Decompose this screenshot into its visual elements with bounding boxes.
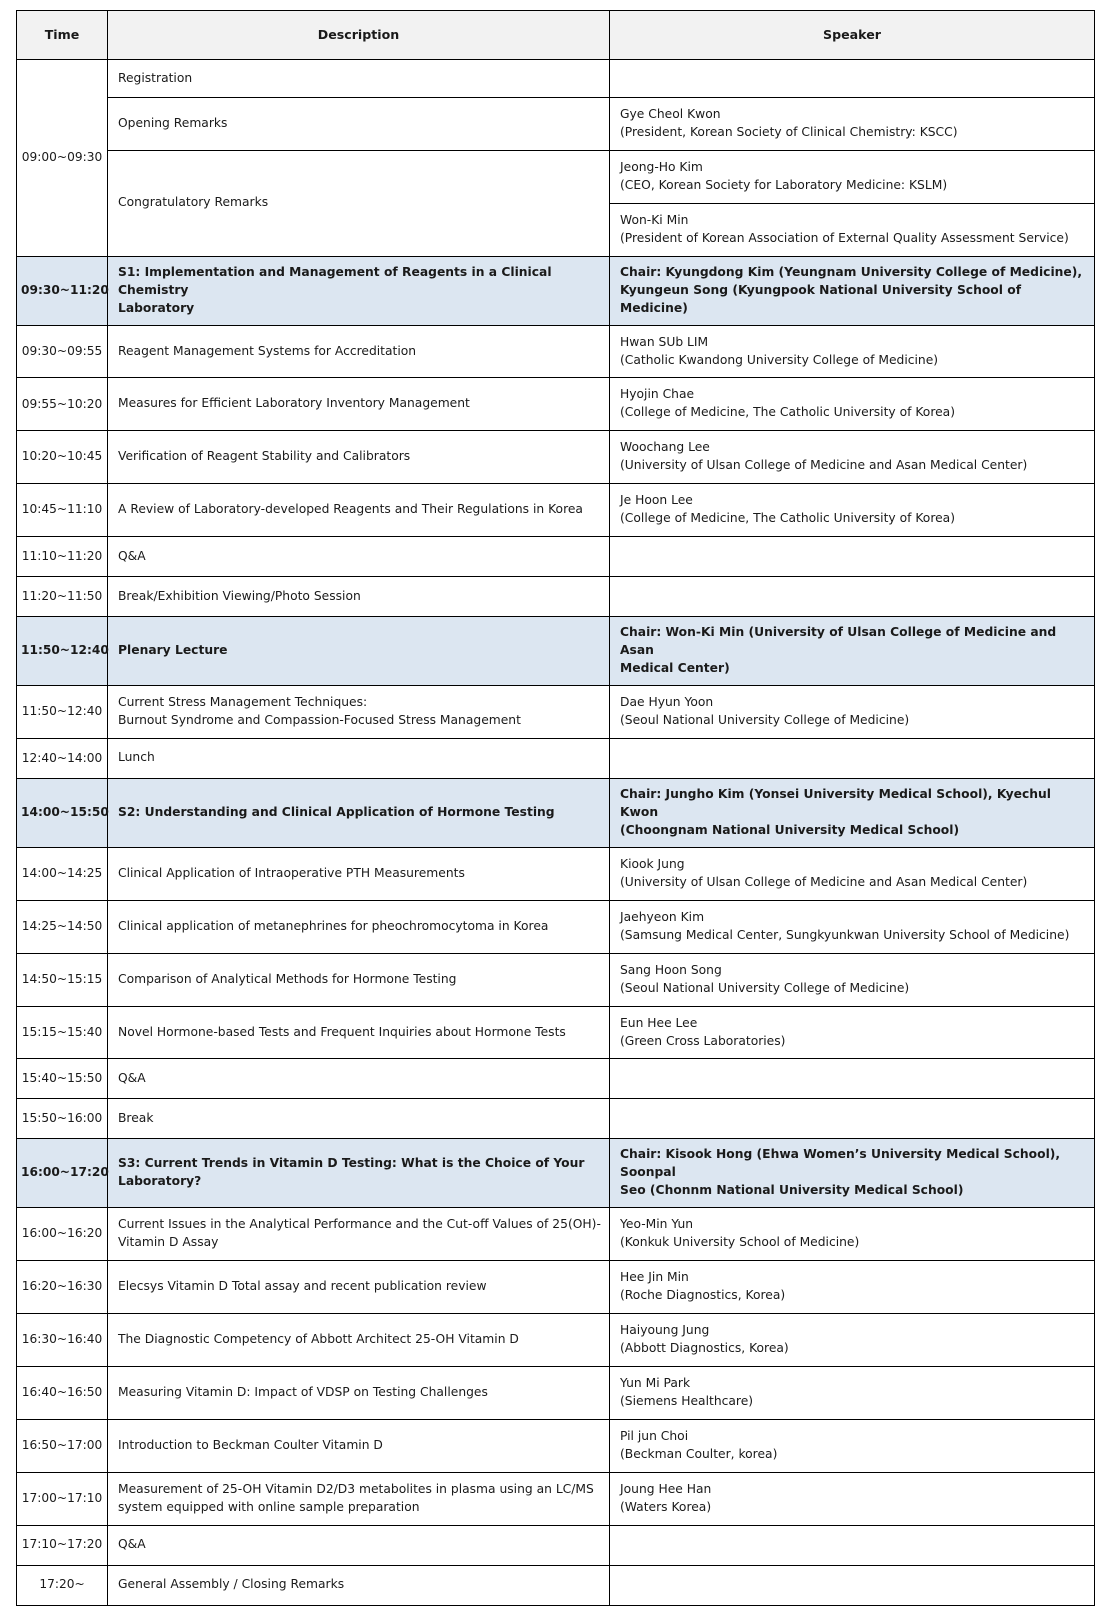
cell-speaker-line: (President, Korean Society of Clinical Chemistry: KSCC) (620, 124, 958, 139)
cell-time: 14:00~15:50 (17, 778, 108, 847)
cell-time: 15:40~15:50 (17, 1059, 108, 1099)
table-row (17, 1314, 1095, 1367)
cell-time: 16:30~16:40 (17, 1314, 108, 1367)
cell-description (108, 1314, 610, 1367)
cell-time: 16:50~17:00 (17, 1419, 108, 1472)
cell-speaker-line: (University of Ulsan College of Medicine and Asan Medical Center) (620, 874, 1028, 889)
cell-speaker-line: Hwan SUb LIM (620, 334, 709, 349)
cell-section-title-line: Plenary Lecture (118, 643, 228, 658)
cell-time: 14:25~14:50 (17, 900, 108, 953)
cell-speaker (610, 953, 1095, 1006)
cell-speaker-line: Woochang Lee (620, 440, 710, 455)
cell-speaker-line: Je Hoon Lee (620, 493, 693, 508)
cell-speaker-line: Hee Jin Min (620, 1270, 689, 1285)
cell-speaker-line: (College of Medicine, The Catholic University of Korea) (620, 511, 955, 526)
cell-section-chair (610, 256, 1095, 325)
table-row (17, 1367, 1095, 1420)
cell-time: 14:00~14:25 (17, 847, 108, 900)
table-row (17, 738, 1095, 778)
cell-description-line: Introduction to Beckman Coulter Vitamin D (118, 1437, 383, 1452)
cell-description (108, 1059, 610, 1099)
cell-speaker-line: (University of Ulsan College of Medicine and Asan Medical Center) (620, 458, 1028, 473)
cell-speaker (610, 1099, 1095, 1139)
cell-description-line: system equipped with online sample preparation (118, 1499, 420, 1514)
cell-description (108, 60, 610, 98)
table-row (17, 325, 1095, 378)
cell-description (108, 1419, 610, 1472)
cell-speaker (610, 686, 1095, 739)
table-body (17, 60, 1095, 1606)
table-row (17, 98, 1095, 151)
cell-speaker-line: (College of Medicine, The Catholic University of Korea) (620, 405, 955, 420)
cell-description (108, 686, 610, 739)
cell-speaker-line: (Beckman Coulter, korea) (620, 1446, 778, 1461)
cell-description-line: Elecsys Vitamin D Total assay and recent publication review (118, 1279, 487, 1294)
cell-time: 10:20~10:45 (17, 431, 108, 484)
cell-speaker-line: (Siemens Healthcare) (620, 1393, 754, 1408)
cell-speaker-line: Kiook Jung (620, 856, 685, 871)
cell-speaker (610, 738, 1095, 778)
table-row (17, 484, 1095, 537)
cell-description-line: Break/Exhibition Viewing/Photo Session (118, 588, 361, 603)
table-row (17, 150, 1095, 203)
section-header-row (17, 256, 1095, 325)
table-row (17, 1472, 1095, 1525)
cell-time: 09:00~09:30 (17, 60, 108, 257)
cell-speaker (610, 325, 1095, 378)
cell-description (108, 378, 610, 431)
cell-speaker-line: (President of Korean Association of External Quality Assessment Service) (620, 230, 1069, 245)
cell-description-line: General Assembly / Closing Remarks (118, 1577, 345, 1592)
cell-speaker (610, 98, 1095, 151)
cell-section-chair-line: Kyungeun Song (Kyungpook National University School of Medicine) (620, 282, 1022, 315)
cell-description-line: Break (118, 1110, 154, 1125)
table-row (17, 431, 1095, 484)
cell-description (108, 537, 610, 577)
cell-section-title-line: Laboratory (118, 300, 195, 315)
cell-section-chair-line: Chair: Kyungdong Kim (Yeungnam University College of Medicine), (620, 264, 1083, 279)
table-row (17, 847, 1095, 900)
cell-speaker (610, 484, 1095, 537)
cell-speaker (610, 537, 1095, 577)
cell-time: 17:10~17:20 (17, 1525, 108, 1565)
cell-speaker-line: Dae Hyun Yoon (620, 695, 714, 710)
header-row (17, 11, 1095, 60)
cell-description-line: Verification of Reagent Stability and Calibrators (118, 449, 411, 464)
cell-description-line: Measuring Vitamin D: Impact of VDSP on Testing Challenges (118, 1385, 488, 1399)
cell-speaker-line: Jeong-Ho Kim (620, 159, 703, 174)
cell-time: 09:30~09:55 (17, 325, 108, 378)
cell-section-title (108, 617, 610, 686)
cell-speaker-line: Gye Cheol Kwon (620, 107, 721, 121)
cell-description (108, 847, 610, 900)
cell-section-chair-line: (Choongnam National University Medical School) (620, 822, 960, 837)
table-row (17, 1565, 1095, 1605)
cell-speaker (610, 150, 1095, 203)
cell-description (108, 1261, 610, 1314)
cell-description (108, 325, 610, 378)
cell-time: 14:50~15:15 (17, 953, 108, 1006)
cell-speaker-line: (Seoul National University College of Medicine) (620, 980, 910, 995)
cell-description (108, 150, 610, 256)
cell-speaker-line: (Green Cross Laboratories) (620, 1033, 786, 1048)
cell-speaker-line: (Abbott Diagnostics, Korea) (620, 1341, 789, 1356)
cell-time: 09:55~10:20 (17, 378, 108, 431)
cell-section-title-line: S2: Understanding and Clinical Application of Hormone Testing (118, 804, 555, 819)
cell-speaker-line: (Waters Korea) (620, 1499, 712, 1514)
cell-speaker (610, 60, 1095, 98)
cell-speaker (610, 1059, 1095, 1099)
cell-speaker (610, 1314, 1095, 1367)
table-row (17, 1006, 1095, 1059)
cell-section-title (108, 778, 610, 847)
column-header-description: Description (108, 11, 610, 60)
cell-description (108, 953, 610, 1006)
cell-speaker (610, 847, 1095, 900)
cell-speaker (610, 1565, 1095, 1605)
cell-section-chair-line: Medical Center) (620, 661, 730, 676)
cell-section-chair-line: Chair: Kisook Hong (Ehwa Women’s University Medical School), Soonpal (620, 1147, 1061, 1180)
cell-section-chair-line: Chair: Won-Ki Min (University of Ulsan College of Medicine and Asan (620, 625, 1057, 658)
cell-speaker-line: (Konkuk University School of Medicine) (620, 1235, 860, 1250)
cell-description-line: Q&A (118, 1537, 146, 1552)
cell-description (108, 431, 610, 484)
cell-description-line: Q&A (118, 548, 146, 563)
cell-speaker (610, 1367, 1095, 1420)
cell-description-line: Clinical Application of Intraoperative PTH Measurements (118, 865, 465, 880)
cell-time: 15:15~15:40 (17, 1006, 108, 1059)
table-row (17, 1419, 1095, 1472)
table-header (17, 11, 1095, 60)
cell-section-title-line: Laboratory? (118, 1174, 202, 1189)
table-row (17, 60, 1095, 98)
cell-speaker-line: Haiyoung Jung (620, 1323, 710, 1338)
cell-time: 09:30~11:20 (17, 256, 108, 325)
cell-description-line: Q&A (118, 1070, 146, 1085)
cell-time: 16:00~16:20 (17, 1208, 108, 1261)
cell-description-line: Current Stress Management Techniques: (118, 695, 368, 710)
cell-time: 16:40~16:50 (17, 1367, 108, 1420)
cell-description (108, 98, 610, 151)
cell-section-title (108, 256, 610, 325)
cell-time: 17:00~17:10 (17, 1472, 108, 1525)
cell-speaker-line: Won-Ki Min (620, 212, 689, 227)
cell-speaker (610, 431, 1095, 484)
cell-speaker (610, 1208, 1095, 1261)
cell-speaker-line: (Catholic Kwandong University College of Medicine) (620, 352, 939, 367)
cell-speaker-line: (Seoul National University College of Medicine) (620, 713, 910, 728)
cell-speaker-line: (CEO, Korean Society for Laboratory Medicine: KSLM) (620, 177, 948, 192)
cell-description-line: Burnout Syndrome and Compassion-Focused Stress Management (118, 713, 521, 728)
cell-speaker (610, 900, 1095, 953)
table-row (17, 1099, 1095, 1139)
cell-description (108, 1099, 610, 1139)
cell-description-line: Registration (118, 70, 193, 85)
table-row (17, 1525, 1095, 1565)
column-header-speaker: Speaker (610, 11, 1095, 60)
table-row (17, 686, 1095, 739)
cell-section-chair-line: Seo (Chonnm National University Medical School) (620, 1183, 964, 1198)
table-row (17, 537, 1095, 577)
cell-time: 11:50~12:40 (17, 617, 108, 686)
cell-time: 12:40~14:00 (17, 738, 108, 778)
cell-speaker (610, 1006, 1095, 1059)
cell-speaker (610, 1472, 1095, 1525)
cell-description (108, 900, 610, 953)
table-row (17, 1208, 1095, 1261)
cell-speaker-line: Eun Hee Lee (620, 1015, 698, 1030)
cell-description (108, 1208, 610, 1261)
cell-section-chair (610, 778, 1095, 847)
cell-description (108, 738, 610, 778)
cell-speaker-line: (Samsung Medical Center, Sungkyunkwan University School of Medicine) (620, 927, 1070, 942)
cell-time: 16:00~17:20 (17, 1139, 108, 1208)
cell-description (108, 1525, 610, 1565)
cell-speaker-line: Hyojin Chae (620, 387, 695, 402)
cell-speaker (610, 1525, 1095, 1565)
table-row (17, 1261, 1095, 1314)
cell-description-line: Congratulatory Remarks (118, 195, 269, 210)
cell-description (108, 577, 610, 617)
cell-time: 15:50~16:00 (17, 1099, 108, 1139)
cell-description (108, 1472, 610, 1525)
cell-description-line: Novel Hormone-based Tests and Frequent Inquiries about Hormone Tests (118, 1024, 566, 1039)
cell-speaker (610, 1419, 1095, 1472)
table-row (17, 378, 1095, 431)
cell-time: 16:20~16:30 (17, 1261, 108, 1314)
table-row (17, 953, 1095, 1006)
conference-schedule-table (16, 10, 1095, 1606)
section-header-row (17, 778, 1095, 847)
cell-section-chair (610, 617, 1095, 686)
cell-description (108, 484, 610, 537)
cell-section-chair (610, 1139, 1095, 1208)
table-row (17, 900, 1095, 953)
cell-description (108, 1006, 610, 1059)
cell-description (108, 1367, 610, 1420)
cell-speaker-line: Pil jun Choi (620, 1428, 689, 1443)
cell-speaker-line: Yeo-Min Yun (620, 1217, 694, 1232)
cell-section-title-line: S1: Implementation and Management of Reagents in a Clinical Chemistry (118, 264, 552, 297)
column-header-time: Time (17, 11, 108, 60)
cell-section-title (108, 1139, 610, 1208)
cell-time: 17:20~ (17, 1565, 108, 1605)
cell-speaker-line: Sang Hoon Song (620, 962, 722, 977)
cell-description-line: Vitamin D Assay (118, 1235, 219, 1250)
section-header-row (17, 617, 1095, 686)
section-header-row (17, 1139, 1095, 1208)
cell-speaker-line: Yun Mi Park (620, 1376, 691, 1391)
cell-description (108, 1565, 610, 1605)
cell-speaker-line: Jaehyeon Kim (620, 909, 705, 924)
cell-time: 11:50~12:40 (17, 686, 108, 739)
cell-speaker-line: (Roche Diagnostics, Korea) (620, 1288, 786, 1303)
cell-speaker (610, 203, 1095, 256)
cell-description-line: The Diagnostic Competency of Abbott Architect 25-OH Vitamin D (118, 1332, 519, 1347)
cell-description-line: A Review of Laboratory-developed Reagents and Their Regulations in Korea (118, 502, 583, 517)
cell-description-line: Current Issues in the Analytical Performance and the Cut-off Values of 25(OH)- (118, 1217, 601, 1232)
cell-time: 11:20~11:50 (17, 577, 108, 617)
table-row (17, 577, 1095, 617)
cell-section-title-line: S3: Current Trends in Vitamin D Testing: What is the Choice of Your (118, 1156, 585, 1171)
cell-description-line: Clinical application of metanephrines for pheochromocytoma in Korea (118, 918, 549, 933)
cell-time: 10:45~11:10 (17, 484, 108, 537)
cell-speaker (610, 577, 1095, 617)
cell-description-line: Opening Remarks (118, 115, 228, 130)
cell-speaker-line: Joung Hee Han (620, 1481, 712, 1496)
cell-section-chair-line: Chair: Jungho Kim (Yonsei University Medical School), Kyechul Kwon (620, 786, 1051, 819)
cell-description-line: Lunch (118, 750, 155, 765)
cell-description-line: Reagent Management Systems for Accreditation (118, 343, 417, 358)
cell-time: 11:10~11:20 (17, 537, 108, 577)
cell-speaker (610, 1261, 1095, 1314)
table-row (17, 1059, 1095, 1099)
cell-description-line: Measurement of 25-OH Vitamin D2/D3 metabolites in plasma using an LC/MS (118, 1481, 594, 1496)
cell-speaker (610, 378, 1095, 431)
cell-description-line: Measures for Efficient Laboratory Inventory Management (118, 396, 470, 411)
cell-description-line: Comparison of Analytical Methods for Hormone Testing (118, 971, 457, 986)
